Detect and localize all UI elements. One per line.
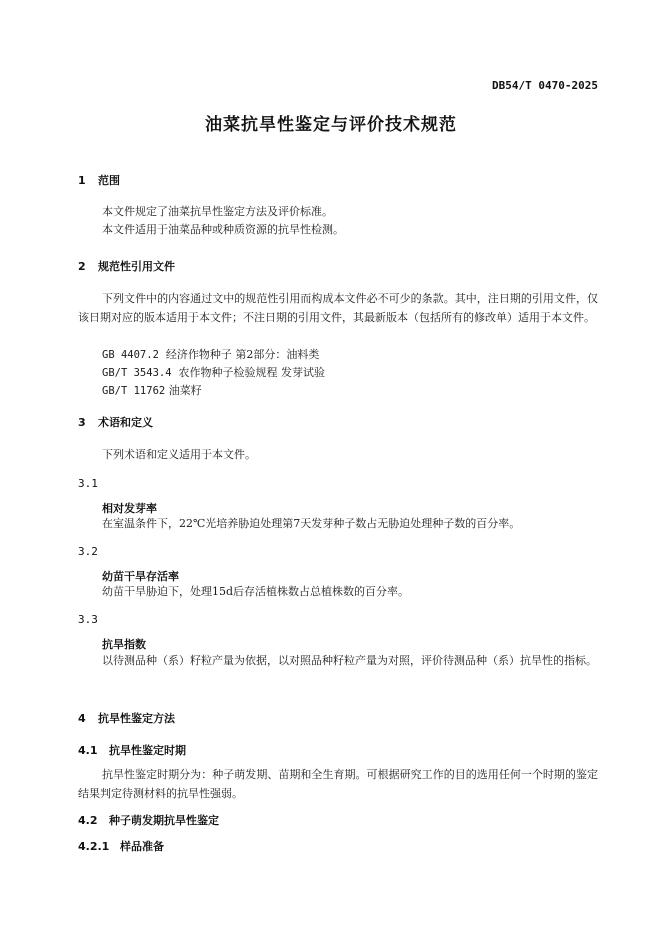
section-number: 4 bbox=[78, 712, 86, 725]
reference-name: 经济作物种子 第2部分：油料类 bbox=[165, 348, 320, 361]
section-4-2-heading bbox=[78, 812, 219, 828]
section-title: 种子萌发期抗旱性鉴定 bbox=[109, 814, 219, 827]
section-4-1-paragraph: 抗旱性鉴定时期分为：种子萌发期、苗期和全生育期。可根据研究工作的目的选用任何一个时期的鉴定结果判定待测材料的抗旱性强弱。 bbox=[78, 768, 598, 800]
reference-code: GB/T 3543.4 bbox=[102, 367, 172, 379]
section-title: 样品准备 bbox=[120, 840, 164, 853]
section-1-paragraph-1: 本文件规定了油菜抗旱性鉴定方法及评价标准。 bbox=[102, 205, 333, 218]
term-number: 3.3 bbox=[78, 613, 98, 626]
reference-name: 油菜籽 bbox=[168, 384, 202, 397]
section-number: 4.2 bbox=[78, 814, 98, 827]
section-4-heading bbox=[78, 710, 175, 726]
section-2-paragraph: 下列文件中的内容通过文中的规范性引用而构成本文件必不可少的条款。其中，注日期的引用文件，仅该日期对应的版本适用于本文件；不注日期的引用文件，其最新版本（包括所有的修改单）适用于本文件。 bbox=[78, 292, 598, 324]
section-number: 3 bbox=[78, 416, 86, 429]
section-1-paragraph-2: 本文件适用于油菜品种或种质资源的抗旱性检测。 bbox=[102, 223, 344, 236]
section-title: 术语和定义 bbox=[98, 416, 153, 429]
document-title: 油菜抗旱性鉴定与评价技术规范 bbox=[205, 115, 457, 135]
term-definition: 幼苗干旱胁迫下，处理15d后存活植株数占总植株数的百分率。 bbox=[102, 585, 410, 598]
section-2-heading bbox=[78, 258, 175, 274]
section-title: 抗旱性鉴定方法 bbox=[98, 712, 175, 725]
term-number: 3.1 bbox=[78, 477, 98, 490]
section-4-2-1-heading bbox=[78, 838, 164, 854]
term-name: 抗旱指数 bbox=[102, 638, 146, 651]
section-title: 规范性引用文件 bbox=[98, 260, 175, 273]
reference-name: 农作物种子检验规程 发芽试验 bbox=[178, 366, 326, 379]
section-4-1-heading bbox=[78, 742, 186, 758]
term-name: 幼苗干旱存活率 bbox=[102, 570, 179, 583]
term-definition: 以待测品种（系）籽粒产量为依据，以对照品种籽粒产量为对照，评价待测品种（系）抗旱性的指标。 bbox=[102, 654, 597, 667]
reference-item bbox=[102, 346, 319, 362]
term-number: 3.2 bbox=[78, 545, 98, 558]
section-title: 抗旱性鉴定时期 bbox=[109, 744, 186, 757]
reference-item bbox=[102, 382, 202, 398]
section-number: 4.2.1 bbox=[78, 840, 110, 853]
section-3-paragraph: 下列术语和定义适用于本文件。 bbox=[102, 448, 256, 461]
section-number: 4.1 bbox=[78, 744, 98, 757]
section-1-heading bbox=[78, 172, 120, 188]
section-number: 1 bbox=[78, 174, 86, 187]
standard-code: DB54/T 0470-2025 bbox=[492, 79, 598, 92]
term-definition: 在室温条件下，22℃光培养胁迫处理第7天发芽种子数占无胁迫处理种子数的百分率。 bbox=[102, 517, 521, 530]
section-number: 2 bbox=[78, 260, 86, 273]
section-title: 范围 bbox=[98, 174, 120, 187]
section-3-heading bbox=[78, 414, 153, 430]
term-name: 相对发芽率 bbox=[102, 502, 157, 515]
reference-code: GB/T 11762 bbox=[102, 385, 166, 397]
reference-code: GB 4407.2 bbox=[102, 349, 159, 361]
reference-item bbox=[102, 364, 325, 380]
